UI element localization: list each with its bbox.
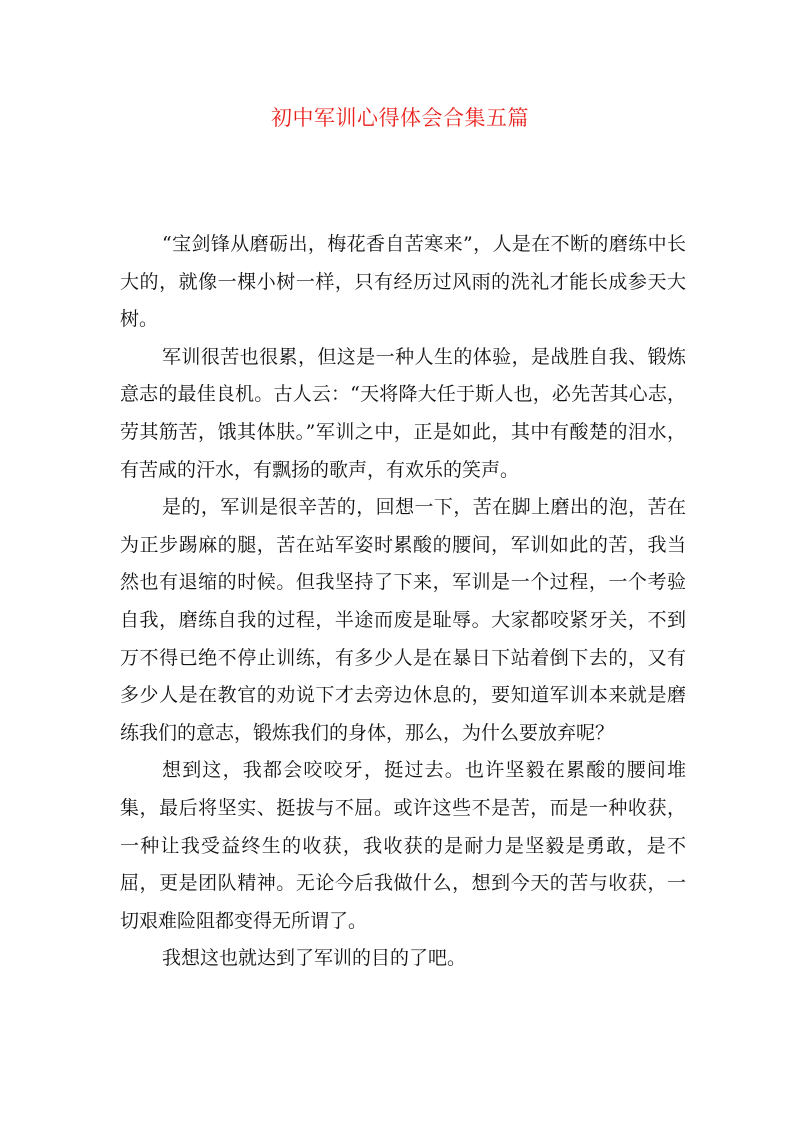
paragraph-3: 是的，军训是很辛苦的，回想一下，苦在脚上磨出的泡，苦在为正步踢麻的腿，苦在站军姿时累酸的腰间，军训如此的苦，我当然也有退缩的时候。但我坚持了下来，军训是一个过程，一个考验自我，磨练自我的过程，半途而废是耻辱。大家都咬紧牙关，不到万不得已绝不停止训练，有多少人是在暴日下站着倒下去的，又有多少人是在教官的劝说下才去旁边休息的，要知道军训本来就是磨练我们的意志，锻炼我们的身体，那么，为什么要放弃呢？ (120, 496, 686, 744)
paragraph-4: 想到这，我都会咬咬牙，挺过去。也许坚毅在累酸的腰间堆集，最后将坚实、挺拔与不屈。或许这些不是苦，而是一种收获，一种让我受益终生的收获，我收获的是耐力是坚毅是勇敢，是不屈，更是团队精神。无论今后我做什么，想到今天的苦与收获，一切艰难险阻都变得无所谓了。 (120, 759, 686, 932)
document-title: 初中军训心得体会合集五篇 (271, 106, 529, 130)
document-body (120, 226, 686, 978)
paragraph-2: 军训很苦也很累，但这是一种人生的体验，是战胜自我、锻炼意志的最佳良机。古人云：“天将降大任于斯人也，必先苦其心志，劳其筋苦，饿其体肤。”军训之中，正是如此，其中有酸楚的泪水，有苦咸的汗水，有飘扬的歌声，有欢乐的笑声。 (120, 345, 686, 481)
paragraph-5: 我想这也就达到了军训的目的了吧。 (162, 947, 467, 970)
paragraph-1: “宝剑锋从磨砺出，梅花香自苦寒来”，人是在不断的磨练中长大的，就像一棵小树一样，只有经历过风雨的洗礼才能长成参天大树。 (120, 233, 686, 331)
